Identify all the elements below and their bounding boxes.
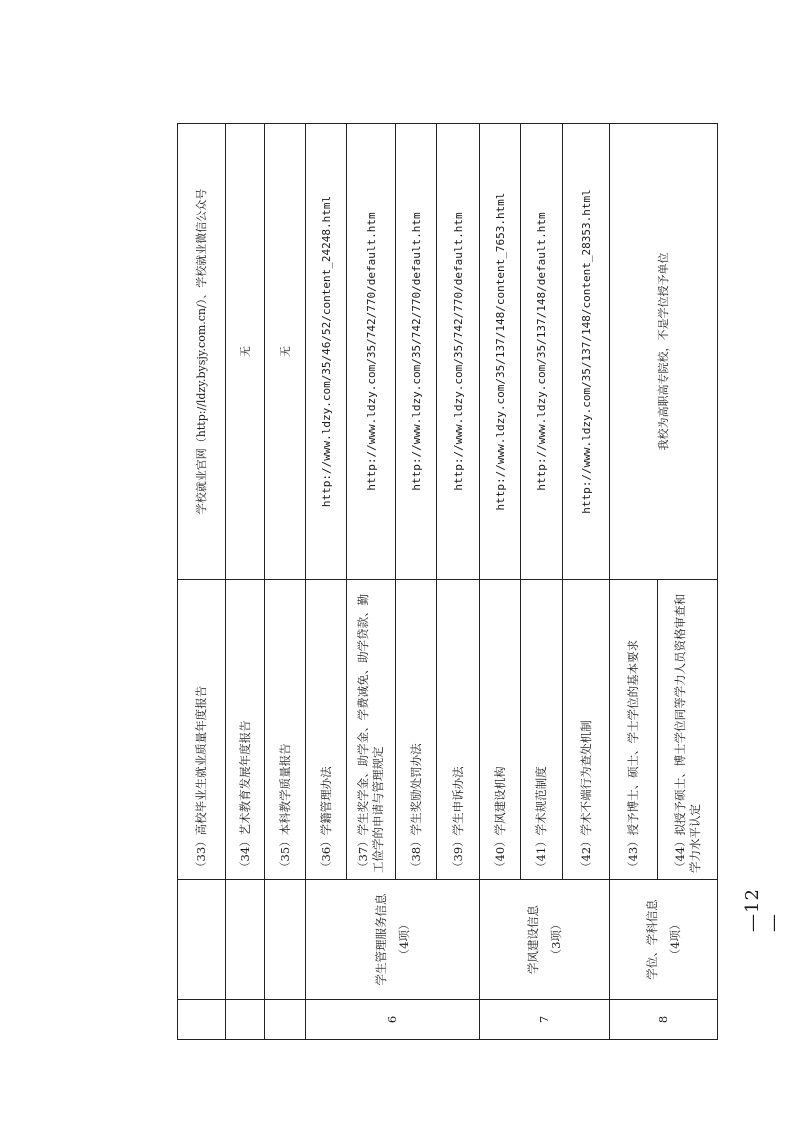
table-row (610, 124, 658, 1040)
item-cell: （42）学术不端行为查处机制 (563, 580, 610, 880)
info-disclosure-table (177, 123, 718, 1040)
item-cell: （34）艺术教育发展年度报告 (226, 580, 265, 880)
category-count: （4项） (667, 918, 682, 961)
row-number-cell: 8 (610, 1000, 718, 1040)
category-title: 学生管理服务信息 (373, 893, 388, 986)
table-row (306, 124, 347, 1040)
category-count: （4项） (396, 918, 411, 961)
link-cell: http://www.ldzy.com/35/742/770/default.htm (396, 124, 437, 580)
item-cell: （44）拟授予硕士、博士学位同等学力人员资格审查和学力水平认定 (658, 580, 718, 880)
link-cell: http://www.ldzy.com/35/137/148/content_7653.html (480, 124, 521, 580)
table-row (226, 124, 265, 1040)
row-number-cell: 7 (480, 1000, 610, 1040)
link-cell: http://www.ldzy.com/35/137/148/content_28353.html (563, 124, 610, 580)
category-cell (178, 880, 226, 1000)
item-cell: （40）学风建设机构 (480, 580, 521, 880)
link-cell: http://www.ldzy.com/35/742/770/default.htm (437, 124, 480, 580)
link-cell: http://www.ldzy.com/35/46/52/content_24248.html (306, 124, 347, 580)
item-cell: （43）授予博士、硕士、学士学位的基本要求 (610, 580, 658, 880)
category-cell (610, 880, 718, 1000)
row-number-cell (265, 1000, 306, 1040)
category-cell (226, 880, 265, 1000)
link-cell: 学校就业官网（http://ldzy.bysjy.com.cn/）、学校就业微信公众号 (178, 124, 226, 580)
item-cell: （39）学生申诉办法 (437, 580, 480, 880)
rotated-table-page (177, 124, 717, 1040)
link-cell: 无 (226, 124, 265, 580)
item-cell: （35）本科教学质量报告 (265, 580, 306, 880)
link-cell: 无 (265, 124, 306, 580)
category-cell (480, 880, 610, 1000)
item-cell: （41）学术规范制度 (521, 580, 563, 880)
link-cell: http://www.ldzy.com/35/137/148/default.htm (521, 124, 563, 580)
row-number-cell: 6 (306, 1000, 480, 1040)
table-row (265, 124, 306, 1040)
table-row (178, 124, 226, 1040)
page-number: —12— (742, 888, 784, 932)
row-number-cell (226, 1000, 265, 1040)
item-cell: （33）高校毕业生就业质量年度报告 (178, 580, 226, 880)
category-cell (306, 880, 480, 1000)
table-row (480, 124, 521, 1040)
link-cell: 我校为高职高专院校，不是学位授予单位 (610, 124, 718, 580)
item-cell: （38）学生奖励处罚办法 (396, 580, 437, 880)
category-title: 学位、学科信息 (644, 899, 659, 980)
category-title: 学风建设信息 (525, 905, 540, 974)
category-cell (265, 880, 306, 1000)
item-cell: （37）学生奖学金、助学金、学费减免、助学贷款、勤工俭学的申请与管理规定 (347, 580, 396, 880)
link-cell: http://www.ldzy.com/35/742/770/default.htm (347, 124, 396, 580)
row-number-cell (178, 1000, 226, 1040)
category-count: （3项） (548, 918, 563, 961)
item-cell: （36）学籍管理办法 (306, 580, 347, 880)
